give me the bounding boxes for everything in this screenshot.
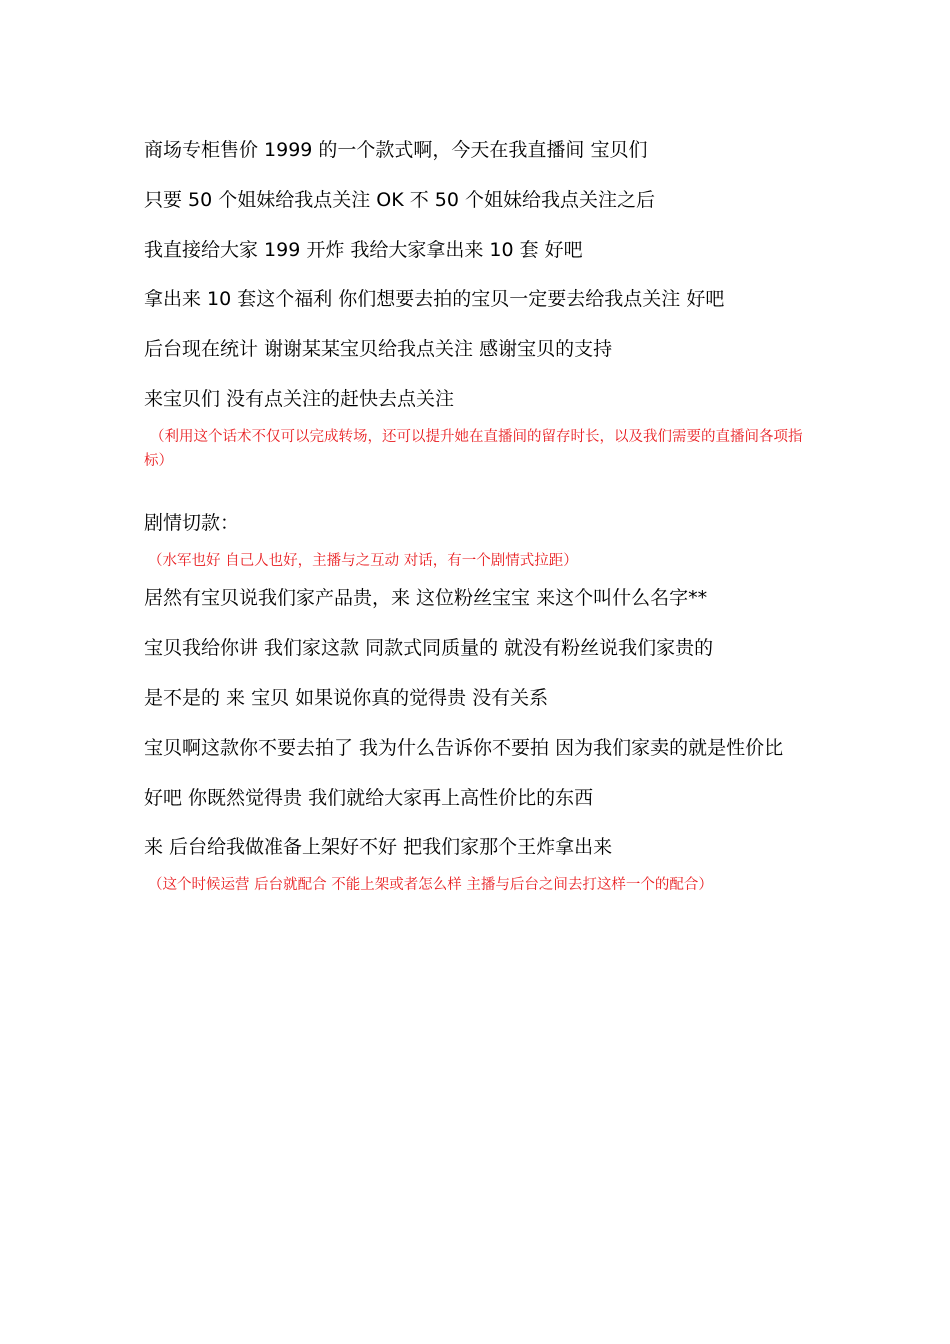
annotation-note: （利用这个话术不仅可以完成转场，还可以提升她在直播间的留存时长，以及我们需要的直播间各项指标） xyxy=(144,429,803,469)
script-line: 居然有宝贝说我们家产品贵，来 这位粉丝宝宝 来这个叫什么名字** xyxy=(144,587,708,609)
script-line: 商场专柜售价 1999 的一个款式啊，今天在我直播间 宝贝们 xyxy=(144,139,648,161)
script-line: 来宝贝们 没有点关注的赶快去点关注 xyxy=(144,388,455,410)
script-line: 是不是的 来 宝贝 如果说你真的觉得贵 没有关系 xyxy=(144,687,549,709)
script-line: 好吧 你既然觉得贵 我们就给大家再上高性价比的东西 xyxy=(144,787,594,809)
script-line: 宝贝啊这款你不要去拍了 我为什么告诉你不要拍 因为我们家卖的就是性价比 xyxy=(144,737,784,759)
annotation-note: （这个时候运营 后台就配合 不能上架或者怎么样 主播与后台之间去打这样一个的配合） xyxy=(148,877,713,893)
script-line: 拿出来 10 套这个福利 你们想要去拍的宝贝一定要去给我点关注 好吧 xyxy=(144,288,725,310)
script-line: 我直接给大家 199 开炸 我给大家拿出来 10 套 好吧 xyxy=(144,239,583,261)
script-line: 只要 50 个姐妹给我点关注 OK 不 50 个姐妹给我点关注之后 xyxy=(144,189,656,211)
script-line: 来 后台给我做准备上架好不好 把我们家那个王炸拿出来 xyxy=(144,836,613,858)
script-line: 宝贝我给你讲 我们家这款 同款式同质量的 就没有粉丝说我们家贵的 xyxy=(144,637,714,659)
script-line: 后台现在统计 谢谢某某宝贝给我点关注 感谢宝贝的支持 xyxy=(144,338,613,360)
section-heading: 剧情切款： xyxy=(144,512,240,534)
annotation-note: （水军也好 自己人也好，主播与之互动 对话，有一个剧情式拉距） xyxy=(148,553,578,569)
